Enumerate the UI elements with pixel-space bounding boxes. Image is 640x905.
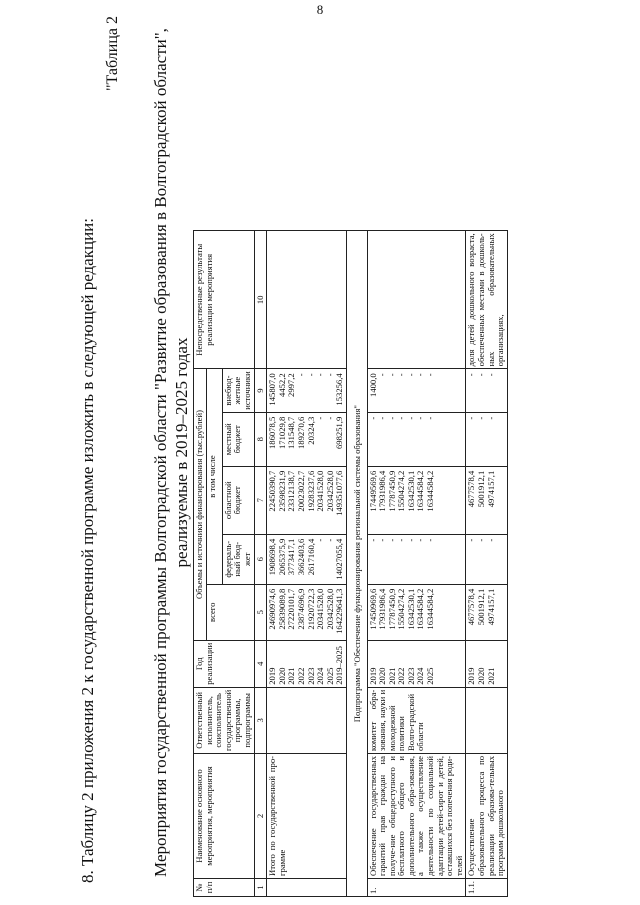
cell-value: 15504274,2	[396, 470, 407, 512]
cell-value: 698251,9	[334, 416, 345, 449]
cell-value: -	[415, 416, 426, 420]
cell-value: 16344584,2	[425, 588, 436, 630]
cell-value: 23312138,7	[286, 470, 297, 512]
cell-value: 2020	[377, 667, 388, 685]
federal-cell	[367, 534, 466, 584]
cell-value: 2617160,4	[305, 538, 316, 576]
cell-value: 17450969,6	[367, 588, 378, 630]
cell-value: 4677578,4	[466, 470, 477, 508]
cell-value: 2021	[386, 667, 397, 685]
column-number: 7	[254, 466, 267, 534]
cell-value: -	[377, 373, 388, 377]
cell-value: -	[476, 538, 487, 542]
local-cell	[367, 412, 466, 466]
cell-value: -	[367, 416, 378, 420]
cell-value: -	[315, 538, 326, 542]
header-num: № п/п	[194, 879, 255, 897]
total-row-name: Итого по государственной про-грамме	[267, 754, 347, 879]
cell-value: -	[485, 373, 496, 377]
cell-value: 16342530,1	[405, 588, 416, 630]
cell-value: 2024	[415, 667, 426, 685]
measures-table	[193, 230, 508, 897]
cell-value: 2020	[276, 667, 287, 685]
cell-value: 3662403,6	[295, 538, 306, 576]
cell-value: -	[386, 416, 397, 420]
cell-value: -	[315, 416, 326, 420]
header-extra: внебюд-жетные источники	[222, 369, 254, 412]
cell-value: 24690974,6	[267, 588, 278, 630]
cell-value: 19283237,6	[305, 470, 316, 512]
page-number: 8	[316, 2, 324, 17]
cell-value: -	[425, 373, 436, 377]
cell-value: -	[466, 416, 477, 420]
cell-value: 4677578,4	[466, 588, 477, 626]
cell-value: 2019	[267, 667, 278, 685]
row-number: 1.1.	[466, 879, 507, 897]
title-line-2: реализуемые в 2019–2025 годах	[172, 337, 191, 568]
regional-cell	[267, 466, 347, 534]
cell-value: 2023	[305, 667, 316, 685]
cell-value: -	[485, 416, 496, 420]
regional-cell	[466, 466, 507, 534]
subprogram-heading: Подпрограмма "Обеспечение функционирования региональной системы образования"	[346, 231, 367, 897]
cell-value: -	[396, 373, 407, 377]
cell-value: 1400,0	[367, 373, 378, 397]
total-cell	[267, 584, 347, 640]
cell-value: 2021	[286, 667, 297, 685]
total-row	[267, 231, 347, 897]
cell-value: 17787450,9	[386, 470, 397, 512]
cell-value: -	[425, 538, 436, 542]
cell-value: 2019	[367, 667, 378, 685]
cell-value: -	[466, 373, 477, 377]
cell-value: -	[476, 416, 487, 420]
cell-value: 2019–2025	[334, 646, 345, 685]
cell-value: -	[324, 416, 335, 420]
cell-value: -	[415, 538, 426, 542]
cell-value: 17449569,6	[367, 470, 378, 512]
table-reference: "Таблица 2	[104, 16, 121, 91]
local-cell	[267, 412, 347, 466]
cell-value: 14027055,4	[334, 538, 345, 580]
header-executor: Ответственный исполнитель, соисполнитель государственной программы, подпрограммы	[194, 687, 255, 753]
years-cell	[466, 640, 507, 687]
federal-cell	[267, 534, 347, 584]
cell-value: 25839089,8	[276, 588, 287, 630]
extra-cell	[466, 369, 507, 412]
column-number: 10	[254, 231, 267, 369]
header-name: Наименование основного мероприятия, мероприятия	[194, 754, 255, 879]
cell-value: -	[466, 538, 477, 542]
cell-value: 3773417,1	[286, 538, 297, 576]
years-cell	[367, 640, 466, 687]
cell-value: -	[305, 373, 316, 377]
cell-value: 2021	[485, 667, 496, 685]
cell-value: 22450390,7	[267, 470, 278, 512]
cell-value: 17787450,9	[386, 588, 397, 630]
column-number: 6	[254, 534, 267, 584]
total-cell	[367, 584, 466, 640]
cell-value: 21920722,3	[305, 588, 316, 630]
cell-value: 2023	[405, 667, 416, 685]
cell-value: 171029,8	[276, 416, 287, 449]
column-number: 2	[254, 754, 267, 879]
cell-value: 16344584,2	[425, 470, 436, 512]
cell-value: -	[315, 373, 326, 377]
cell-value: 20341528,0	[315, 470, 326, 512]
cell-value: 164229641,3	[334, 588, 345, 634]
cell-value: -	[476, 373, 487, 377]
cell-value: 17931986,4	[377, 588, 388, 630]
cell-value: 2024	[315, 667, 326, 685]
cell-value: 17931986,4	[377, 470, 388, 512]
local-cell	[466, 412, 507, 466]
cell-value: -	[425, 416, 436, 420]
column-number: 4	[254, 640, 267, 687]
header-local: местный бюджет	[222, 412, 254, 466]
years-cell	[267, 640, 347, 687]
cell-value: 20324,3	[305, 416, 316, 445]
column-number-row	[254, 231, 267, 897]
cell-value: -	[324, 538, 335, 542]
cell-value: 23598231,9	[276, 470, 287, 512]
cell-value: 4974157,1	[485, 470, 496, 508]
extra-cell	[267, 369, 347, 412]
cell-value: -	[405, 373, 416, 377]
cell-value: -	[405, 416, 416, 420]
cell-value: -	[377, 538, 388, 542]
cell-value: 145807,0	[267, 373, 278, 406]
cell-value: 20342528,0	[324, 588, 335, 630]
cell-value: 2025	[425, 667, 436, 685]
cell-value: 149351077,6	[334, 470, 345, 516]
header-incl: в том числе	[206, 369, 222, 584]
cell-value: 20341528,0	[315, 588, 326, 630]
cell-value: -	[405, 538, 416, 542]
title-line-1: Мероприятия государственной программы Волгоградской области "Развитие образования в Волгоградской области",	[151, 28, 170, 877]
row-result: доля детей дошкольного возраста, обеспеченных местами в дошколь-ных образовательных организациях,	[466, 231, 507, 369]
header-volumes: Объемы и источники финансирования (тыс.рублей)	[194, 369, 207, 640]
cell-value: 15504274,2	[396, 588, 407, 630]
cell-value: 2997,2	[286, 373, 297, 397]
intro-text: 8. Таблицу 2 приложения 2 к государственной программе изложить в следующей редакции:	[78, 218, 97, 883]
header-total: всего	[206, 584, 254, 640]
document-title	[150, 0, 192, 905]
cell-value: 20023022,7	[295, 470, 306, 512]
cell-value: -	[396, 538, 407, 542]
federal-cell	[466, 534, 507, 584]
cell-value: 16344584,2	[415, 588, 426, 630]
cell-value: 131548,7	[286, 416, 297, 449]
column-number: 3	[254, 687, 267, 753]
row-name: Осуществление образовательного процесса по реализации образова-тельных программ дошкольного	[466, 754, 507, 879]
cell-value: -	[386, 538, 397, 542]
total-cell	[466, 584, 507, 640]
cell-value: -	[485, 538, 496, 542]
header-regional: областной бюджет	[222, 466, 254, 534]
cell-value: 2022	[295, 667, 306, 685]
cell-value: 20342528,0	[324, 470, 335, 512]
cell-value: -	[415, 373, 426, 377]
cell-value: -	[295, 373, 306, 377]
cell-value: 4974157,1	[485, 588, 496, 626]
row-1-1	[466, 231, 507, 897]
column-number: 9	[254, 369, 267, 412]
cell-value: 2065375,9	[276, 538, 287, 576]
header-year: Год реализации	[194, 640, 255, 687]
cell-value: 153256,4	[334, 373, 345, 406]
cell-value: 2022	[396, 667, 407, 685]
row-number: 1.	[367, 879, 466, 897]
cell-value: -	[396, 416, 407, 420]
regional-cell	[367, 466, 466, 534]
cell-value: 186078,5	[267, 416, 278, 449]
row-1	[367, 231, 466, 897]
cell-value: 189270,6	[295, 416, 306, 449]
cell-value: 2025	[324, 667, 335, 685]
row-name: Обеспечение государственных гарантий прав граждан на получе-ние общедоступного и бесплатного общего и дополнительного обра-зования, а также осуществление деятельности по социальной адаптации детей-сирот и детей, оставшихся без попечения роди-телей	[367, 754, 466, 879]
column-number: 1	[254, 879, 267, 897]
extra-cell	[367, 369, 466, 412]
cell-value: -	[367, 538, 378, 542]
column-number: 8	[254, 412, 267, 466]
cell-value: 27220101,7	[286, 588, 297, 630]
cell-value: 1908698,4	[267, 538, 278, 576]
cell-value: -	[386, 373, 397, 377]
cell-value: 4452,2	[276, 373, 287, 397]
row-executor: комитет обра-зования, науки и молодежной политики Волго-градской области	[367, 687, 466, 753]
header-results: Непосредственные результаты реализации мероприятия	[194, 231, 255, 369]
cell-value: 16342530,1	[405, 470, 416, 512]
cell-value: -	[377, 416, 388, 420]
cell-value: -	[324, 373, 335, 377]
cell-value: 5001912,1	[476, 470, 487, 508]
cell-value: 5001912,1	[476, 588, 487, 626]
column-number: 5	[254, 584, 267, 640]
cell-value: 23874696,9	[295, 588, 306, 630]
cell-value: 2019	[466, 667, 477, 685]
cell-value: 2020	[476, 667, 487, 685]
cell-value: 16344584,2	[415, 470, 426, 512]
header-federal: федераль-ный бюд-жет	[222, 534, 254, 584]
